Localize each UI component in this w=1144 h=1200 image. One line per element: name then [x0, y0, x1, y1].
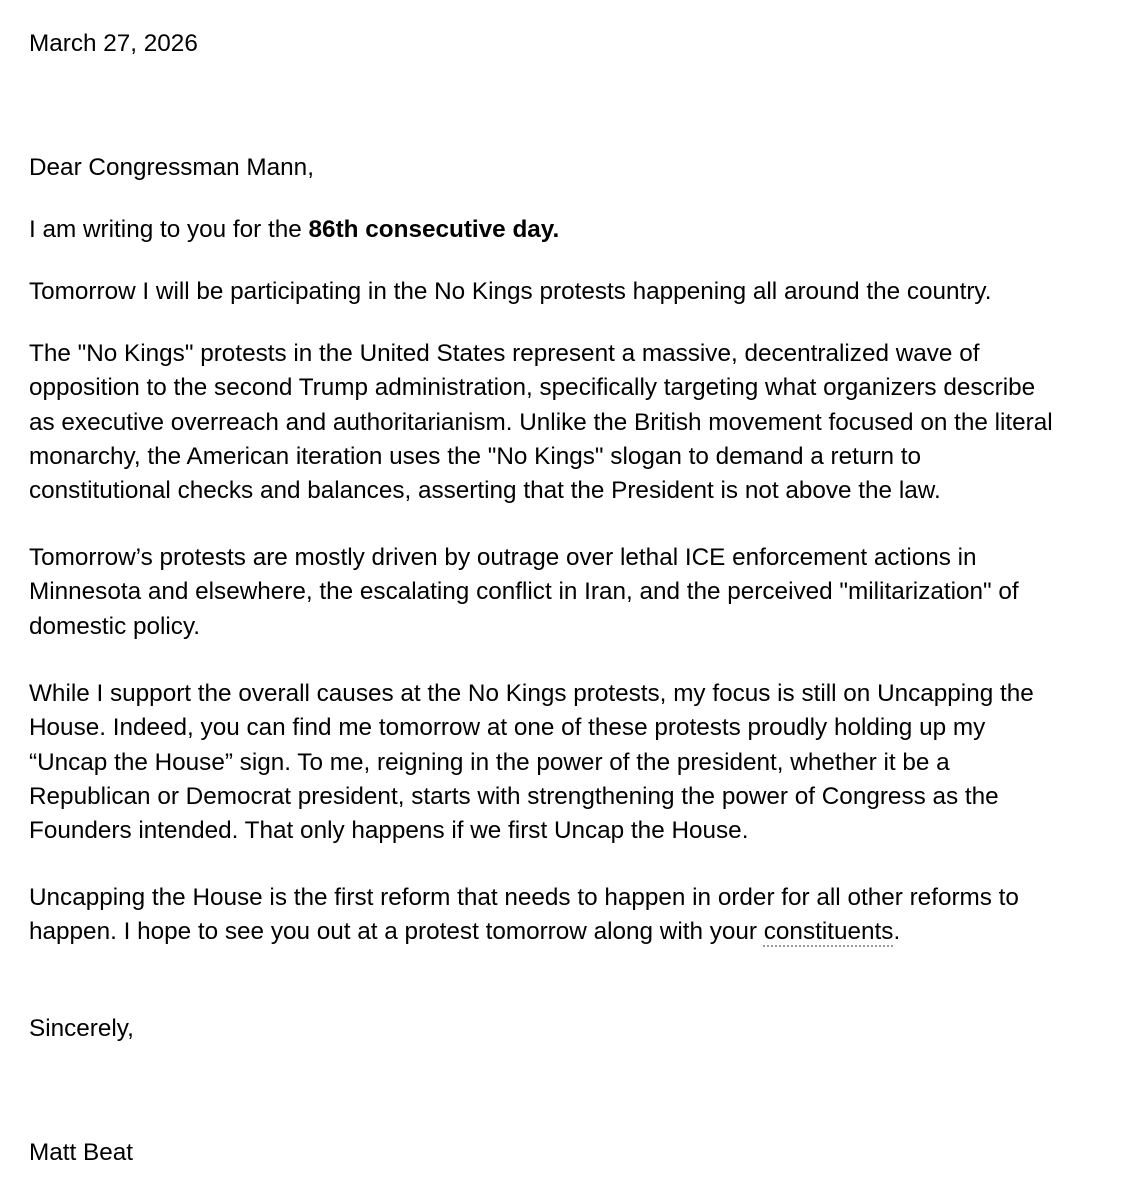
paragraph-line: “Uncap the House” sign. To me, reigning in the power of the president, whether it be a — [29, 748, 950, 776]
line-text-end: . — [893, 918, 901, 946]
paragraph-line: Founders intended. That only happens if we first Uncap the House. — [29, 817, 749, 845]
closing: Sincerely, — [29, 1015, 134, 1042]
paragraph-line: monarchy, the American iteration uses the "No Kings" slogan to demand a return to — [29, 442, 921, 470]
line-text: happen. I hope to see you out at a protest tomorrow along with your — [29, 918, 764, 946]
paragraph-line: House. Indeed, you can find me tomorrow at one of these protests proudly holding up my — [29, 714, 986, 742]
paragraph-line: constitutional checks and balances, asserting that the President is not above the law. — [29, 477, 941, 505]
day-count-emphasis: 86th consecutive day. — [308, 216, 560, 243]
intro-paragraph — [29, 213, 559, 247]
paragraph-line: Minnesota and elsewhere, the escalating conflict in Iran, and the perceived "militarization" of — [29, 578, 1019, 606]
spellcheck-flagged-word[interactable]: constituents — [763, 918, 894, 946]
protest-announcement-paragraph: Tomorrow I will be participating in the No Kings protests happening all around the country. — [29, 278, 992, 305]
paragraph-line: domestic policy. — [29, 612, 201, 640]
paragraph-line: Uncapping the House is the first reform that needs to happen in order for all other reforms to — [29, 884, 1019, 911]
paragraph-line — [29, 915, 1129, 949]
paragraph-line: The "No Kings" protests in the United States represent a massive, decentralized wave of — [29, 340, 980, 367]
signature: Matt Beat — [29, 1139, 133, 1166]
paragraph-line: Tomorrow’s protests are mostly driven by outrage over lethal ICE enforcement actions in — [29, 544, 977, 571]
paragraph-line: Republican or Democrat president, starts with strengthening the power of Congress as the — [29, 782, 999, 810]
closing-appeal-paragraph — [29, 881, 1129, 950]
salutation: Dear Congressman Mann, — [29, 154, 314, 181]
uncap-the-house-paragraph — [29, 677, 1129, 848]
no-kings-background-paragraph — [29, 337, 1129, 508]
intro-text: I am writing to you for the — [29, 216, 309, 243]
paragraph-line: opposition to the second Trump administration, specifically targeting what organizers describe — [29, 374, 1036, 402]
letter-date: March 27, 2026 — [29, 30, 198, 57]
paragraph-line: as executive overreach and authoritarianism. Unlike the British movement focused on the literal — [29, 408, 1053, 436]
paragraph-line: While I support the overall causes at the No Kings protests, my focus is still on Uncapping the — [29, 680, 1034, 707]
protest-drivers-paragraph — [29, 541, 1129, 644]
